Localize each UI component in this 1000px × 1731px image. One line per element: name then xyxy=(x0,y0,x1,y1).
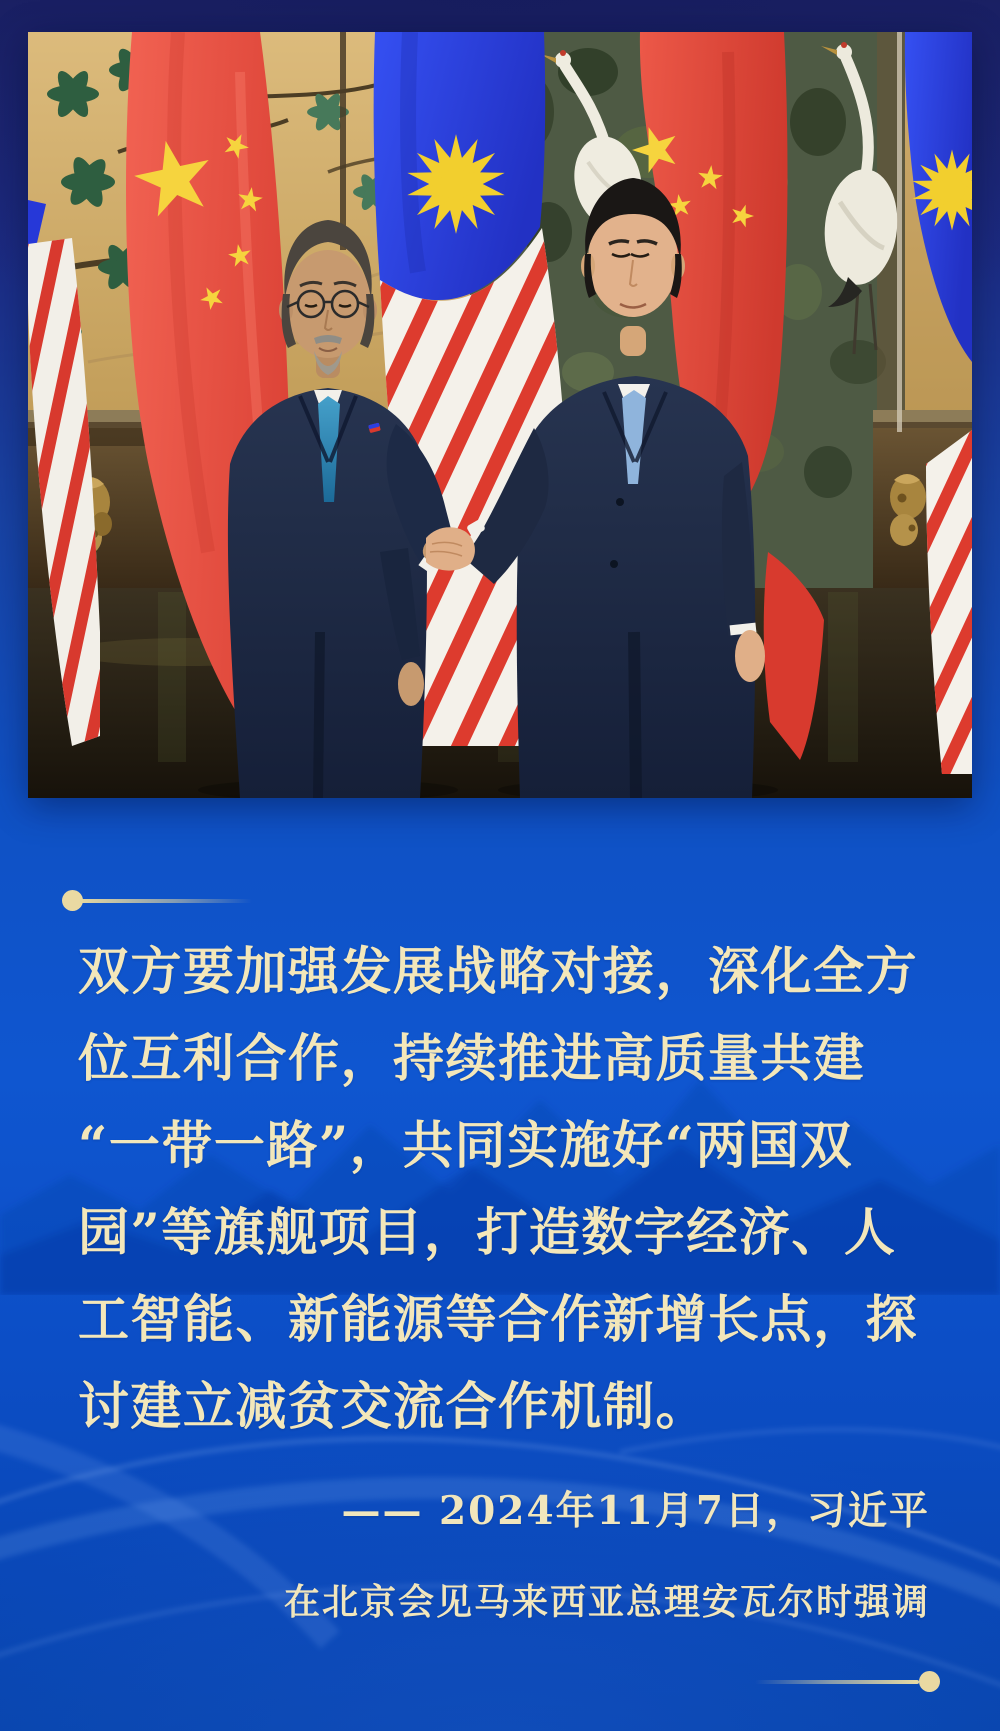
flagpole xyxy=(340,32,346,250)
quote-line: 讨建立减贫交流合作机制。 xyxy=(78,1377,709,1437)
decor-line-bottom xyxy=(755,1680,919,1684)
photo-scene xyxy=(28,32,972,798)
decor-dot-bottom xyxy=(919,1671,940,1692)
quote-line: “一带一路”，共同实施好“两国双 xyxy=(78,1116,854,1176)
quote-line: 双方要加强发展战略对接，深化全方 xyxy=(78,942,919,1002)
quote-line: 园”等旗舰项目，打造数字经济、人 xyxy=(78,1203,897,1263)
attribution-date: —— 2024年11月7日，习近平 xyxy=(341,1488,930,1534)
attribution-context: 在北京会见马来西亚总理安瓦尔时强调 xyxy=(283,1581,930,1623)
quote-block xyxy=(78,929,938,1451)
decor-line-top xyxy=(80,899,252,903)
anwar-left-hand xyxy=(398,662,424,706)
quote-line: 工智能、新能源等合作新增长点，探 xyxy=(78,1290,919,1350)
xi-right-hand xyxy=(735,630,765,682)
quote-line: 位互利合作，持续推进高质量共建 xyxy=(78,1029,866,1089)
meeting-photo xyxy=(28,32,972,798)
